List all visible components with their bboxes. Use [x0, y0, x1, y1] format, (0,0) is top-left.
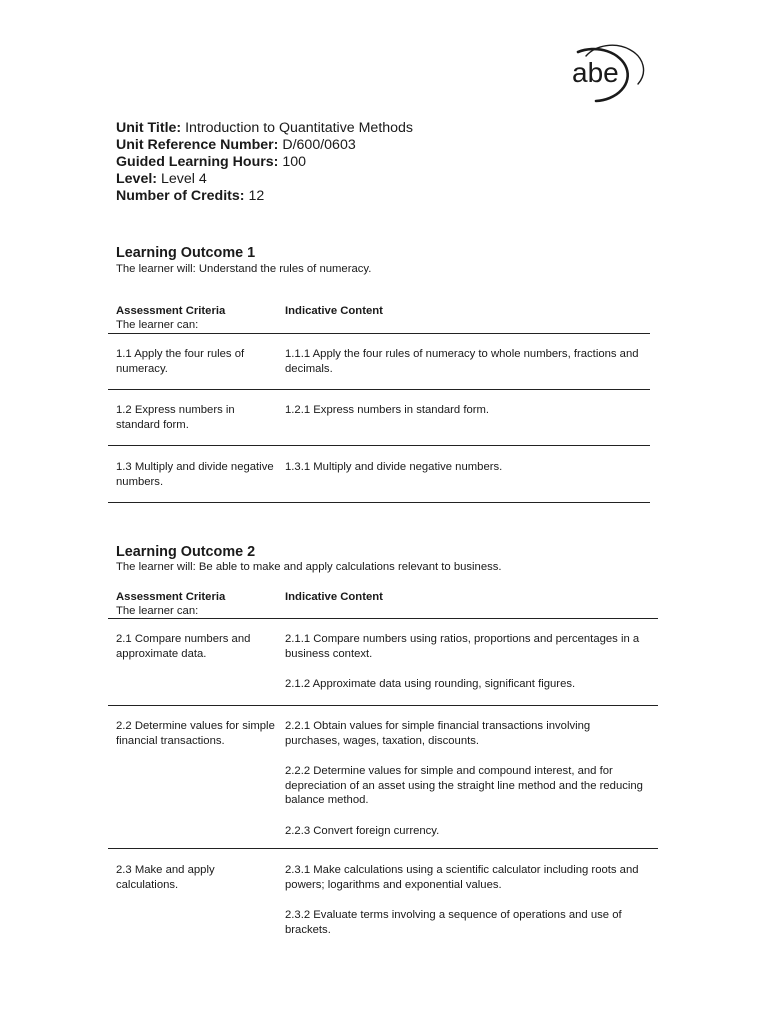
content-item: 2.1.2 Approximate data using rounding, significant figures. [285, 678, 576, 690]
unit-credits-line [116, 188, 413, 205]
divider [108, 618, 658, 619]
content-item: 1.2.1 Express numbers in standard form. [285, 404, 490, 416]
unit-level-label: Level: [116, 171, 158, 187]
lo2-criteria-heading: Assessment Criteria [116, 591, 226, 603]
criterion: 2.2 Determine values for simple financial transactions. [116, 720, 275, 747]
lo2-learner-can: The learner can: [116, 605, 199, 617]
lo1-learner-can: The learner can: [116, 319, 199, 331]
divider [108, 389, 650, 390]
learning-outcome-2-description: The learner will: Be able to make and apply calculations relevant to business. [116, 561, 502, 573]
lo1-content-heading: Indicative Content [285, 305, 383, 317]
unit-ref-line [116, 137, 413, 154]
learning-outcome-2-title: Learning Outcome 2 [116, 544, 256, 560]
lo2-content-heading: Indicative Content [285, 591, 383, 603]
criterion: 1.3 Multiply and divide negative numbers. [116, 461, 274, 488]
divider [108, 502, 650, 503]
content-item: 2.3.1 Make calculations using a scientific calculator including roots and powers; logarithms and exponential values. [285, 864, 639, 891]
lo1-criteria-heading: Assessment Criteria [116, 305, 226, 317]
unit-ref-value: D/600/0603 [282, 137, 356, 153]
unit-info [116, 120, 413, 205]
criterion: 2.3 Make and apply calculations. [116, 864, 215, 891]
unit-title-value: Introduction to Quantitative Methods [185, 120, 414, 136]
content-item: 2.3.2 Evaluate terms involving a sequence of operations and use of brackets. [285, 909, 622, 936]
unit-credits-label: Number of Credits: [116, 188, 245, 204]
content-item: 1.3.1 Multiply and divide negative numbers. [285, 461, 503, 473]
unit-level-line [116, 171, 413, 188]
unit-level-value: Level 4 [160, 171, 207, 187]
abe-logo [566, 44, 654, 104]
divider [108, 705, 658, 706]
unit-hours-value: 100 [282, 154, 306, 170]
learning-outcome-1-title: Learning Outcome 1 [116, 245, 256, 261]
content-item: 1.1.1 Apply the four rules of numeracy to whole numbers, fractions and decimals. [285, 348, 639, 375]
criterion: 1.1 Apply the four rules of numeracy. [116, 348, 245, 375]
unit-ref-label: Unit Reference Number: [116, 137, 279, 153]
abe-logo-mark [566, 44, 654, 104]
divider [108, 333, 650, 334]
content-item: 2.1.1 Compare numbers using ratios, proportions and percentages in a business context. [285, 633, 640, 660]
content-item: 2.2.2 Determine values for simple and compound interest, and for depreciation of an asset using the straight line method and the reducing balance method. [285, 765, 643, 806]
content-item: 2.2.1 Obtain values for simple financial transactions involving purchases, wages, taxation, discounts. [285, 720, 591, 747]
unit-title-line [116, 120, 413, 137]
divider [108, 848, 658, 849]
content-item: 2.2.3 Convert foreign currency. [285, 824, 440, 837]
unit-hours-label: Guided Learning Hours: [116, 154, 279, 170]
unit-hours-line [116, 154, 413, 171]
divider [108, 445, 650, 446]
learning-outcome-1-description: The learner will: Understand the rules of numeracy. [116, 263, 372, 275]
criterion: 1.2 Express numbers in standard form. [116, 404, 235, 431]
abe-logo-text: abe [572, 57, 619, 88]
unit-title-label: Unit Title: [116, 120, 182, 136]
unit-credits-value: 12 [248, 188, 265, 204]
criterion: 2.1 Compare numbers and approximate data. [116, 633, 251, 660]
